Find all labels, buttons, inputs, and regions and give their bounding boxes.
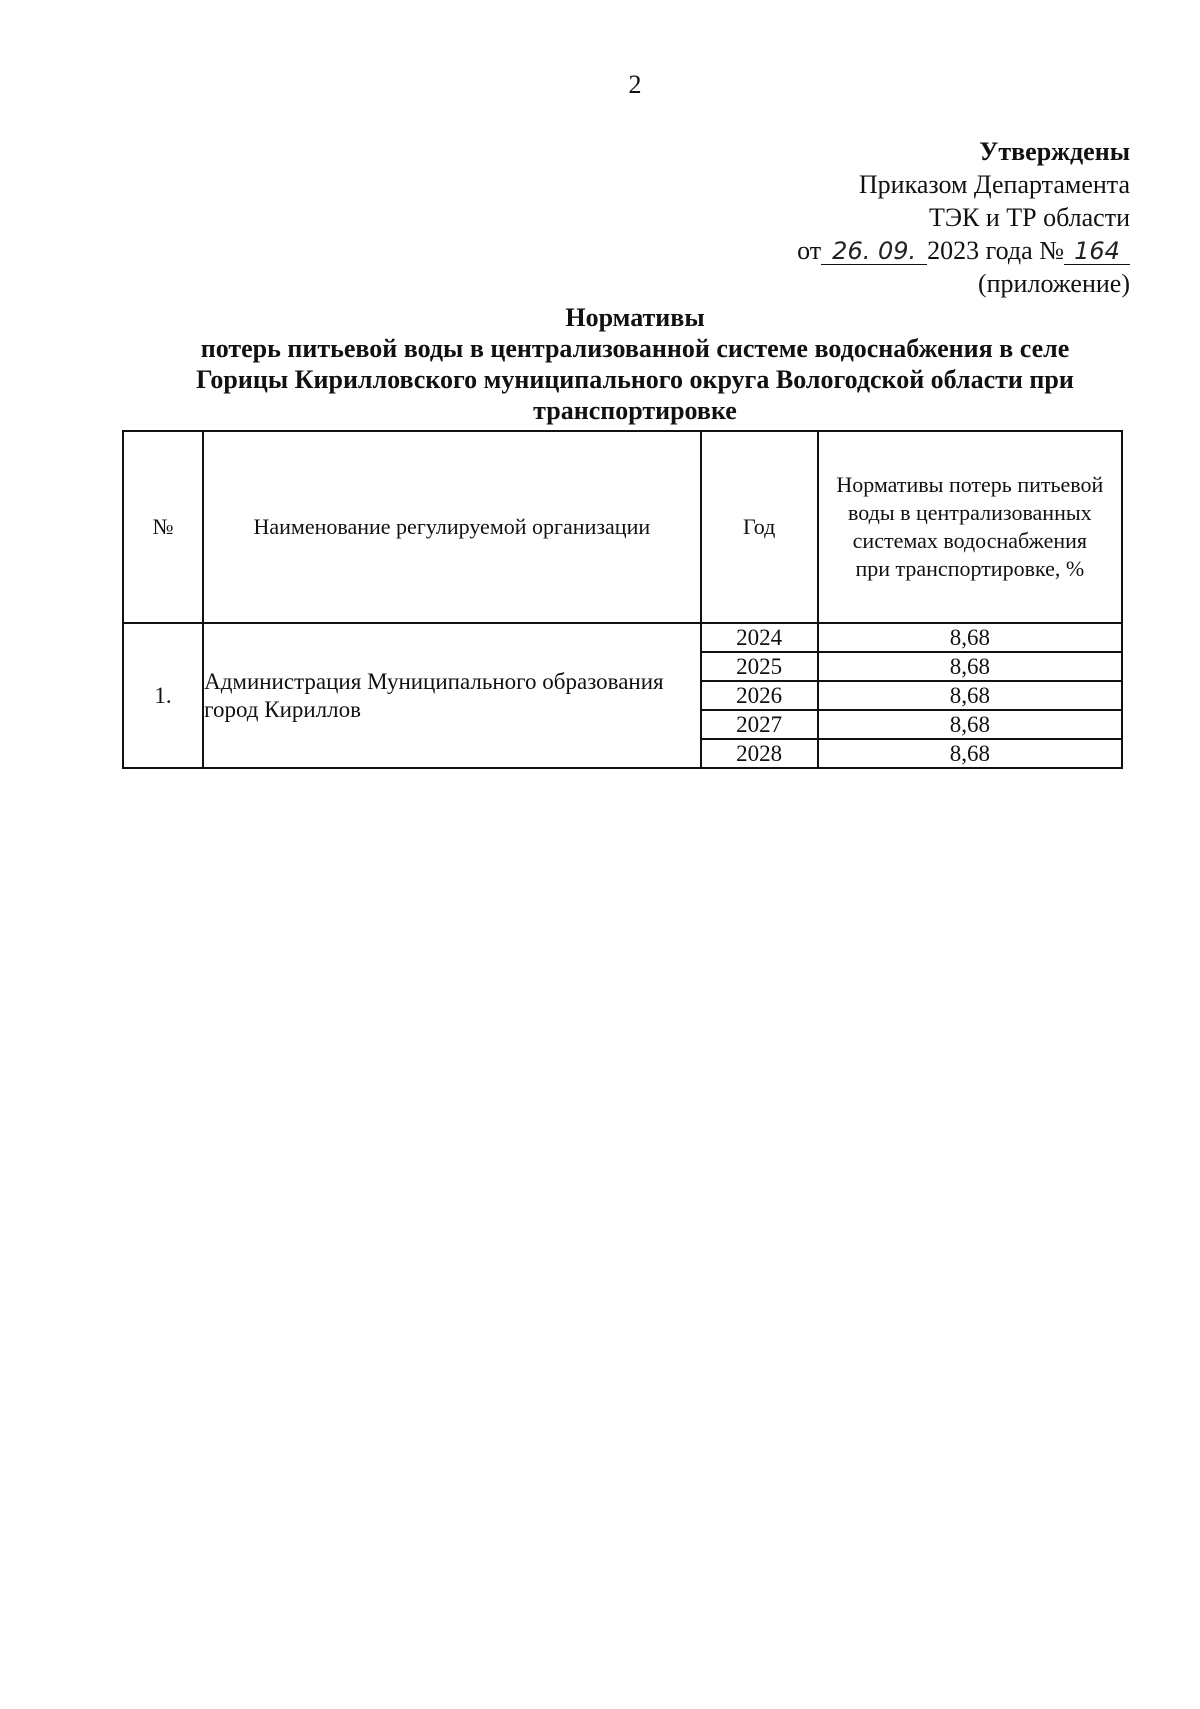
- norm-value-cell: 8,68: [818, 681, 1122, 710]
- norm-value-cell: 8,68: [818, 739, 1122, 768]
- header-year: Год: [701, 431, 818, 623]
- title-line-1: потерь питьевой воды в централизованной системе водоснабжения в селе: [200, 334, 1070, 363]
- norm-value-cell: 8,68: [818, 710, 1122, 739]
- year-cell: 2028: [701, 739, 818, 768]
- approval-heading: Утверждены: [979, 137, 1130, 166]
- year-cell: 2025: [701, 652, 818, 681]
- norm-value-cell: 8,68: [818, 623, 1122, 652]
- table-row: [123, 623, 1122, 652]
- approval-note: (приложение): [977, 269, 1130, 298]
- title-line-3: транспортировке: [533, 396, 737, 425]
- approval-line-order: Приказом Департамента: [858, 170, 1130, 199]
- approval-line-date: [797, 234, 1130, 267]
- page-number: 2: [628, 70, 642, 99]
- row-organization: Администрация Муниципального образования город Кириллов: [203, 623, 700, 768]
- header-number: №: [123, 431, 203, 623]
- document-title: [120, 302, 1150, 426]
- table-header-row: [123, 431, 1122, 623]
- row-number: 1.: [123, 623, 203, 768]
- handwritten-date: 26. 09.: [821, 238, 927, 265]
- approval-year-text: 2023 года №: [927, 236, 1064, 265]
- handwritten-number: 164: [1064, 238, 1130, 265]
- header-norm-value: [818, 431, 1122, 623]
- approval-line-department: ТЭК и ТР области: [928, 203, 1130, 232]
- approval-block: [797, 135, 1130, 300]
- year-cell: 2026: [701, 681, 818, 710]
- norms-table: [122, 430, 1123, 769]
- header-organization: Наименование регулируемой организации: [203, 431, 700, 623]
- title-line-2: Горицы Кирилловского муниципального округа Вологодской области при: [196, 365, 1074, 394]
- year-cell: 2027: [701, 710, 818, 739]
- title-heading: Нормативы: [565, 303, 705, 332]
- header-norm-value-text: Нормативы потерь питьевой воды в централизованных системах водоснабжения при транспортировке, %: [836, 472, 1104, 581]
- norm-value-cell: 8,68: [818, 652, 1122, 681]
- approval-from-prefix: от: [797, 236, 822, 265]
- year-cell: 2024: [701, 623, 818, 652]
